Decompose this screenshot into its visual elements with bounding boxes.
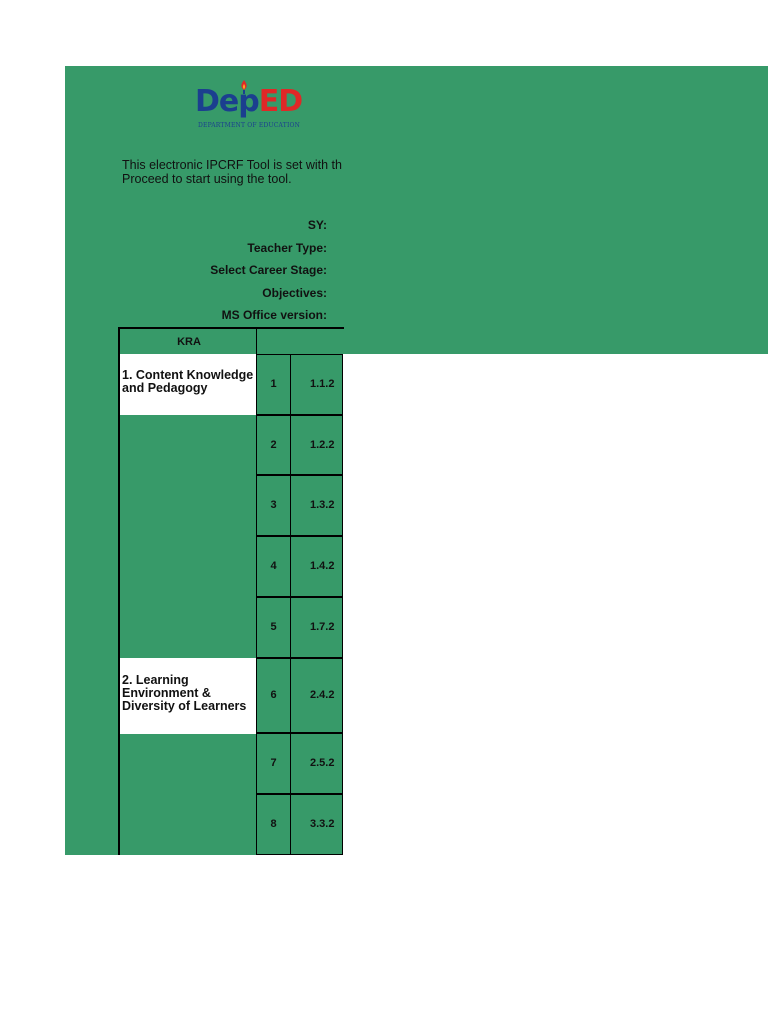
career-stage-label: Select Career Stage: [210,263,327,278]
intro-line-2: Proceed to start using the tool. [122,172,292,186]
row-number: 8 [256,794,291,855]
objective-code: 1.7.2 [291,597,343,658]
intro-text [122,158,347,186]
deped-logo [195,80,307,132]
row-number: 7 [256,733,291,794]
logo-subtitle: DEPARTMENT OF EDUCATION [198,122,301,129]
kra-cell-2: 2. Learning Environment & Diversity of Learners [120,658,256,734]
row-number: 4 [256,536,291,597]
table-header-right [256,327,344,355]
sy-label: SY: [307,218,327,232]
kra-column-header: KRA [118,327,258,355]
row-number: 2 [256,415,291,475]
row-number: 6 [256,658,291,733]
form-labels [120,216,327,329]
objective-code: 1.3.2 [291,475,343,536]
row-number: 1 [256,354,291,415]
row-number: 3 [256,475,291,536]
logo-ed: ED [258,84,303,119]
objective-code: 1.1.2 [291,354,343,415]
objective-code: 3.3.2 [291,794,343,855]
objective-code: 2.4.2 [291,658,343,733]
kra-cell-1: 1. Content Knowledge and Pedagogy [120,354,256,415]
row-number: 5 [256,597,291,658]
intro-line-1: This electronic IPCRF Tool is set with th [122,158,342,172]
teacher-type-label: Teacher Type: [247,240,327,255]
objective-code: 2.5.2 [291,733,343,794]
objective-code: 1.4.2 [291,536,343,597]
logo-wordmark [195,86,302,118]
table-left-border [118,353,120,855]
logo-dep: Dep [195,84,259,119]
ms-office-version-label: MS Office version: [221,308,327,323]
objective-code: 1.2.2 [291,415,343,475]
objectives-label: Objectives: [262,285,327,300]
blank-region [343,354,768,855]
